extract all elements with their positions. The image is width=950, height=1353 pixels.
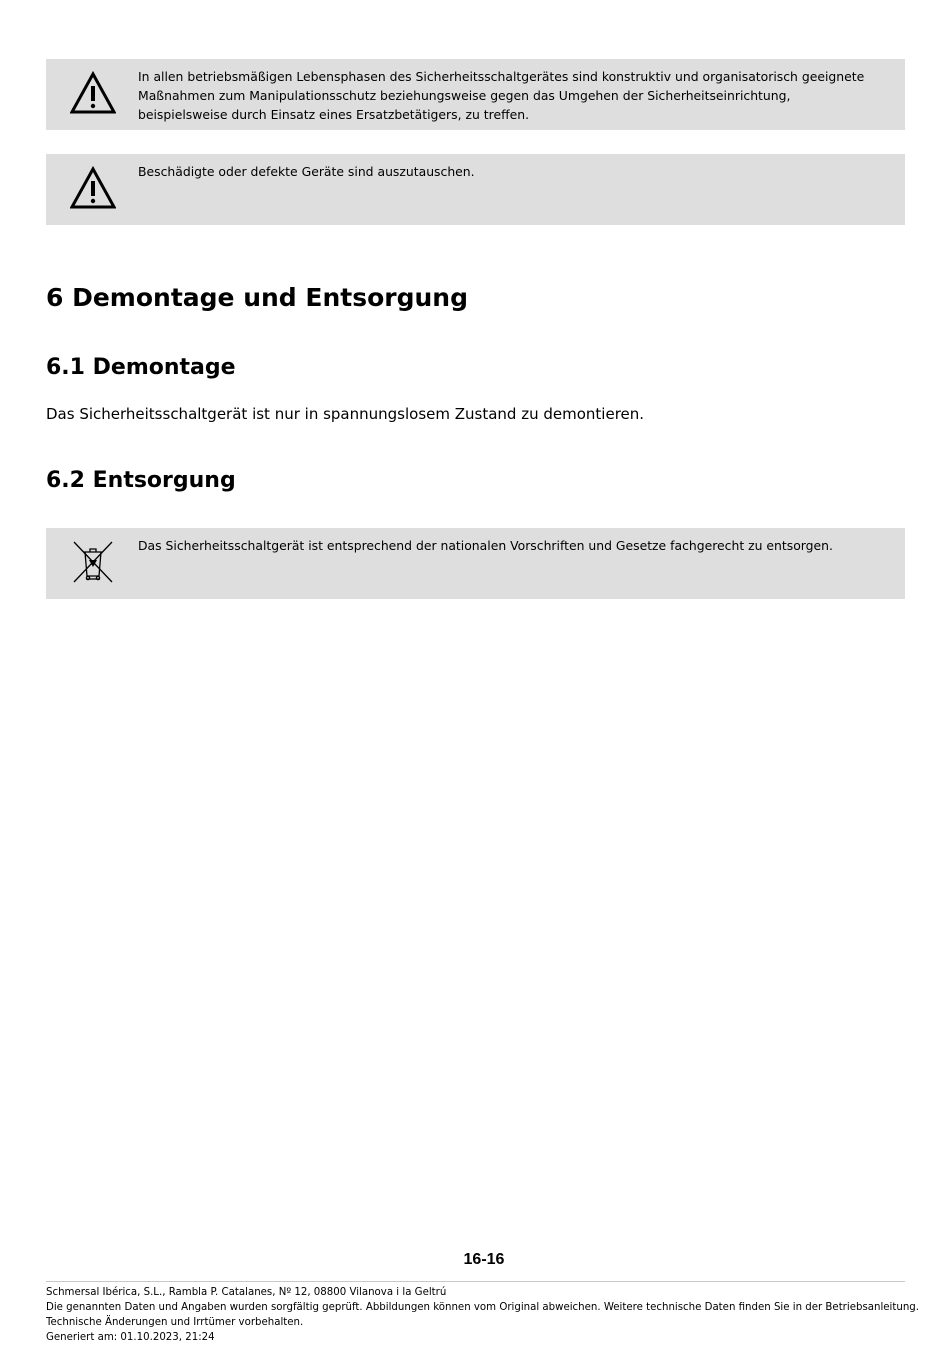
section-6-1-heading: 6.1 Demontage [46,355,236,380]
warning-notice-defective [46,154,905,225]
warning-notice-text: Beschädigte oder defekte Geräte sind auszutauschen. [138,164,475,179]
disposal-notice [46,528,905,599]
footer-disclaimer: Die genannten Daten und Angaben wurden sorgfältig geprüft. Abbildungen können vom Original abweichen. Weitere technische Daten finden Sie in der Betriebsanleitung. [46,1302,919,1313]
warning-notice-tampering [46,59,905,130]
disposal-notice-text: Das Sicherheitsschaltgerät ist entsprechend der nationalen Vorschriften und Gesetze fachgerecht zu entsorgen. [138,538,833,553]
footer-company-address: Schmersal Ibérica, S.L., Rambla P. Catalanes, Nº 12, 08800 Vilanova i la Geltrú [46,1287,447,1298]
section-6-2-heading: 6.2 Entsorgung [46,468,236,493]
warning-triangle-icon [70,71,116,115]
footer [46,1285,919,1345]
section-6-1-paragraph: Das Sicherheitsschaltgerät ist nur in spannungslosem Zustand zu demontieren. [46,405,645,423]
crossed-out-bin-icon [72,540,118,584]
warning-notice-text: In allen betriebsmäßigen Lebensphasen des Sicherheitsschaltgerätes sind konstruktiv und organisatorisch geeignete Maßnahmen zum Manipulationsschutz beziehungsweise gegen das Umgehen der Sicherheitseinrichtung, beispielsweise durch Einsatz eines Ersatzbetätigers, zu treffen. [138,69,865,122]
footer-divider [46,1281,905,1282]
warning-triangle-icon [70,166,116,210]
section-6-heading: 6 Demontage und Entsorgung [46,283,468,312]
footer-changes-notice: Technische Änderungen und Irrtümer vorbehalten. [46,1317,304,1328]
page-number: 16-16 [463,1251,505,1268]
footer-generated-date: Generiert am: 01.10.2023, 21:24 [46,1332,215,1343]
